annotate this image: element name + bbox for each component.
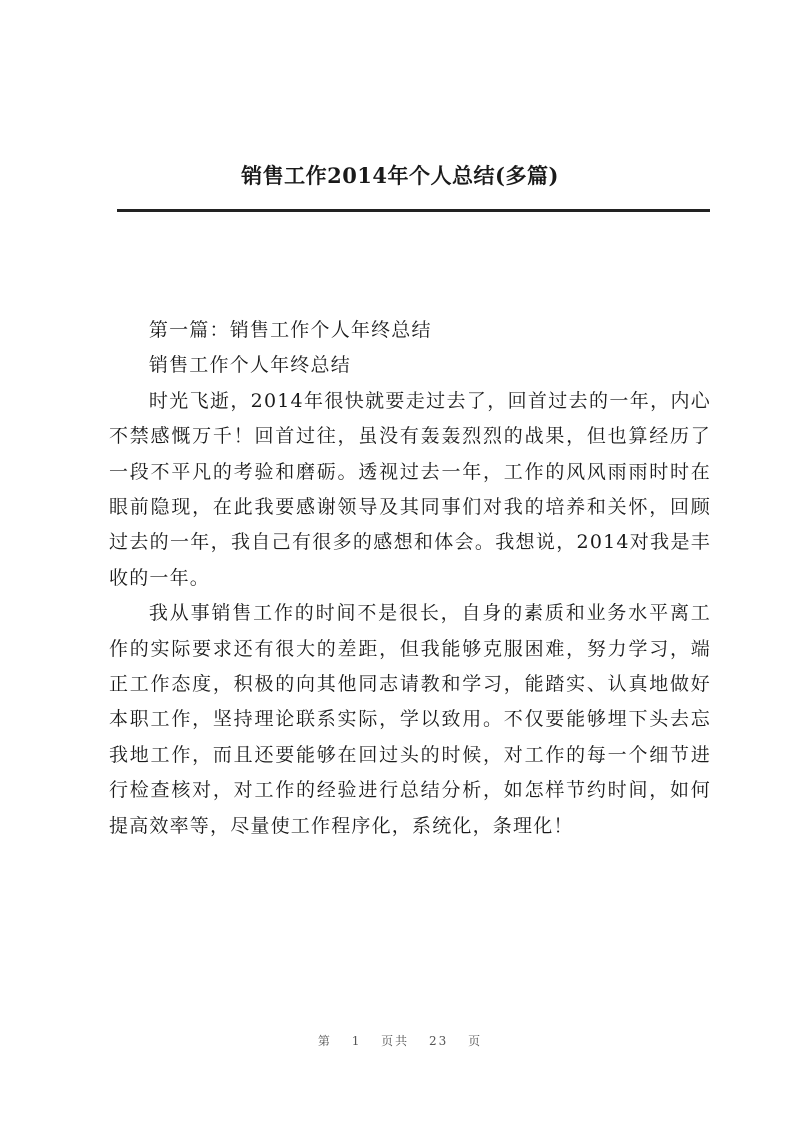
body-paragraph: 时光飞逝，2014年很快就要走过去了，回首过去的一年，内心不禁感慨万千！回首过往，虽没有轰轰烈烈的战果，但也算经历了一段不平凡的考验和磨砺。透视过去一年，工作的风风雨雨时时在眼前隐现，在此我要感谢领导及其同事们对我的培养和关怀，回顾过去的一年，我自己有很多的感想和体会。我想说，2014对我是丰收的一年。 (109, 389, 711, 589)
page-footer (0, 1032, 800, 1049)
document-body (109, 313, 711, 844)
section-heading: 第一篇：销售工作个人年终总结 (148, 319, 432, 341)
footer-of-label: 页共 (381, 1034, 410, 1048)
footer-total-pages: 23 (429, 1034, 449, 1048)
footer-end-label: 页 (468, 1034, 483, 1048)
document-title: 销售工作2014年个人总结(多篇) (241, 163, 559, 188)
section-subheading: 销售工作个人年终总结 (148, 354, 351, 377)
footer-page-label: 第 (317, 1034, 332, 1048)
footer-current-page: 1 (351, 1034, 362, 1048)
title-divider (117, 209, 710, 212)
body-paragraph: 我从事销售工作的时间不是很长，自身的素质和业务水平离工作的实际要求还有很大的差距，但我能够克服困难，努力学习，端正工作态度，积极的向其他同志请教和学习，能踏实、认真地做好本职工作，坚持理论联系实际，学以致用。不仅要能够埋下头去忘我地工作，而且还要能够在回过头的时候，对工作的每一个细节进行检查核对，对工作的经验进行总结分析，如怎样节约时间，如何提高效率等，尽量使工作程序化，系统化，条理化！ (109, 602, 711, 837)
